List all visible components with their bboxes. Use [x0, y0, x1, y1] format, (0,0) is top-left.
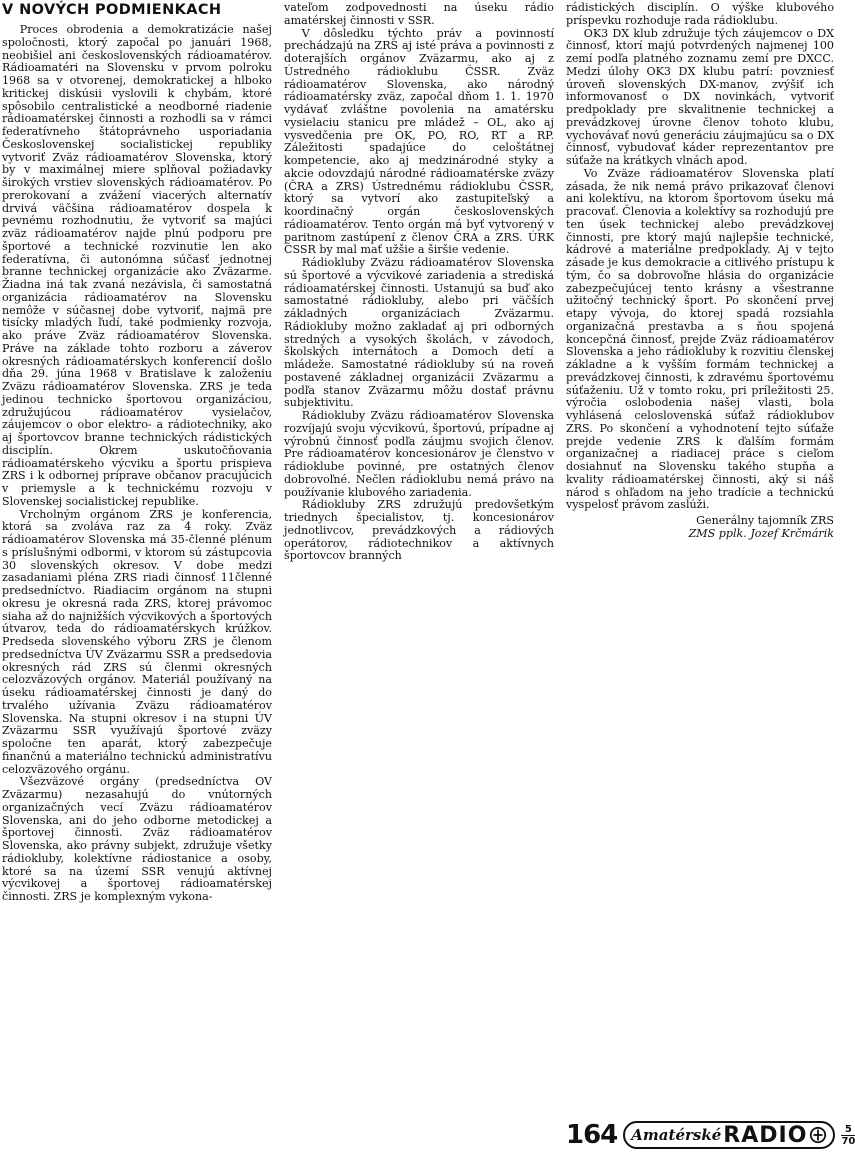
issue-marker: [841, 1124, 855, 1147]
paragraph: OK3 DX klub združuje tých záujemcov o DX činnosť, ktorí majú potvrdených najmenej 100 zemí podľa platného zoznamu zemí pre DXCC. Medzi úlohy OK3 DX klubu patrí: povzniesť úroveň slovenských DX-manov, zvýšiť ich informovanosť o DX novinkách, vytvoriť predpoklady pre skvalitnenie technickej a prevádzkovej úrovne členov tohoto klubu, vychovávať novú generáciu záujmajúcu sa o DX činnosť, vybudovať káder reprezentantov pre súťaže na krátkych vlnách apod.: [566, 26, 834, 167]
magazine-logo: [623, 1121, 835, 1149]
antenna-circle-icon: [809, 1126, 827, 1144]
paragraph: Rádiokluby Zväzu rádioamatérov Slovenska sú športové a výcvikové zariadenia a strediská rádioamatérskej činnosti. Ustanujú sa buď ako samostatné rádiokluby, alebo pri väčších základných organizáciach Zväzarmu. Rádiokluby možno zakladať aj pri odborných stredných a vysokých školách, v závodoch, školských internátoch a Domoch detí a mládeže. Samostatné rádiokluby sú na roveň postavené základnej organizácii Zväzarmu a podľa stanov Zväzarmu môžu dostať právnu subjektivitu.: [284, 256, 554, 410]
paragraph: V dôsledku týchto práv a povinností prechádzajú na ZRS aj isté práva a povinnosti z doterajších orgánov Zväzarmu, ako aj z Ústredného rádioklubu ČSSR. Zväz rádioamatérov Slovenska, ako národný rádioamatérsky zväz, započal dňom 1. 1. 1970 vydávať zvláštne povolenia na amatérsku vysielaciu stanicu pre mládež – OL, ako aj vysvedčenia pre OK, PO, RO, RT a RP. Záležitosti spadajúce do celoštátnej kompetencie, ako aj medzinárodné styky a akcie odovzdajú národné rádioamatérske zväzy (ČRA a ZRS) Ústrednému rádioklubu ČSSR, ktorý sa vytvorí ako zastupiteľský a koordinačný orgán československých rádioamatérov. Tento orgán má byť vytvorený v paritnom zastúpení z členov ČRA a ZRS. ÚRK ČSSR by mal mať užšie a širšie vedenie.: [284, 26, 554, 257]
column-2: [284, 2, 554, 563]
paragraph: Všezväzové orgány (predsedníctva OV Zväzarmu) nezasahujú do vnútorných organizačných vecí Zväzu rádioamatérov Slovenska, ani do jeho odborne metodickej a športovej činnosti. Zväz rádioamatérov Slovenska, ako právny subjekt, združuje všetky rádiokluby, kolektívne rádiostanice a osoby, ktoré sa na území SSR venujú aktívnej výcvikovej a športovej rádioamatérskej činnosti. ZRS je komplexným vykona-: [2, 775, 272, 903]
paragraph: Vrcholným orgánom ZRS je konferencia, ktorá sa zvoláva raz za 4 roky. Zväz rádioamatérov Slovenska má 35-členné plénum s príslušnými odbormi, v ktorom sú zástupcovia 30 slovenských okresov. V dobe medzi zasadaniami pléna ZRS riadi činnosť 11členné predsedníctvo. Riadiacim orgánom na stupni okresu je okresná rada ZRS, ktorej právomoc siaha až do najnižších výcvikových a športových útvarov, teda do rádioamatérskych krúžkov. Predseda slovenského výboru ZRS je členom predsedníctva ÚV Zväzarmu SSR a predsedovia okresných rád ZRS sú členmi okresných celozväzových orgánov. Materiál používaný na úseku rádioamatérskej činnosti je daný do trvalého užívania Zväzu rádioamatérov Slovenska. Na stupni okresov i na stupni ÚV Zväzarmu SSR využívajú športové zväzy spoločne ten aparát, ktorý zabezpečuje finančnú a materiálno technickú administratívu celozväzového orgánu.: [2, 507, 272, 776]
signature-name: ZMS pplk. Jozef Krčmárik: [688, 527, 834, 540]
signature: [566, 514, 834, 540]
paragraph: Proces obrodenia a demokratizácie našej spoločnosti, ktorý započal po januári 1968, neobišiel ani československých rádioamatérov. Rádioamatéri na Slovensku v prvom polroku 1968 sa v otvorenej, demokratickej a hlboko kritickej diskúsii vyslovili k chybám, ktoré spôsobilo centralistické a neodborné riadenie rádioamatérskej činnosti a rozhodli sa v rámci federatívneho štátoprávneho usporiadania Československej socialistickej republiky vytvoriť Zväz rádioamatérov Slovenska, ktorý by v maximálnej miere splňoval požiadavky širokých vrstiev slovenských rádioamatérov. Po prerokovaní a zvážení viacerých alternatív drvivá väčšina rádioamatérov dospela k pevnému rozhodnutiu, že vytvoriť sa majúci zväz rádioamatérov najde plnú podporu pre športové a technické rozvinutie len ako federatívna, či autonómna súčasť jednotnej branne technickej organizácie ako Zväzarme. Žiadna iná tak zvaná nezávisla, či samostatná organizácia rádioamatérov na Slovensku nemôže v súčasnej dobe vytvoriť, najmä pre tisícky mladých ľudí, také podmienky rozvoja, ako práve Zväz rádioamatérov Slovenska. Práve na základe tohto rozboru a záverov okresných rádioamatérskych konferencií došlo dňa 29. júna 1968 v Bratislave k založeniu Zväzu rádioamatérov Slovenska. ZRS je teda jedinou technicko športovou organizáciou, združujúcou rádioamatérov vysielačov, záujemcov o obor elektro- a rádiotechniky, ako aj športovcov branne technických rádistických disciplín. Okrem uskutočňovania rádioamatérskeho výcviku a športu prispieva ZRS i k odbornej príprave občanov pracujúcich v priemysle a k technickému rozvoju v Slovenskej socialistickej republike.: [2, 23, 272, 508]
paragraph: Rádiokluby ZRS združujú predovšetkým triednych špecialistov, tj. koncesionárov jednotlivcov, prevádzkových a rádiových operátorov, rádiotechnikov a aktívnych športovcov branných: [284, 498, 554, 563]
logo-word-radio: RADIO: [723, 1122, 808, 1148]
page-number: 164: [566, 1120, 618, 1150]
column-3: [566, 2, 834, 540]
page-footer: [566, 1118, 855, 1152]
paragraph: Vo Zväze rádioamatérov Slovenska platí zásada, že nik nemá právo prikazovať členovi ani kolektívu, na ktorom športovom úseku má pracovať. Členovia a kolektívy sa rozhodujú pre ten úsek technickej alebo prevádzkovej činnosti, pre ktorý majú najlepšie technické, kádrové a materiálne predpoklady. Aj v tejto zásade je kus demokracie a citlivého prístupu k tým, čo sa dobrovoľne hlásia do organizácie zabezpečujúcej tento krásny a všestranne užitočný technický šport. Po skončení prvej etapy vývoja, do ktorej spadá rozsiahla organizačná prestavba a s ňou spojená koncepčná činnosť, prejde Zväz rádioamatérov Slovenska a jeho rádiokluby k rozvitiu členskej základne a k vyšším formám technickej a prevádzkovej činnosti, k zdravému športovému súťaženiu. Už v tomto roku, pri príležitosti 25. výročia oslobodenia našej vlasti, bola vyhlásená celoslovenská súťaž rádioklubov ZRS. Po skončení a vyhodnotení tejto súťaže prejde vedenie ZRS k ďalším formám organizačnej a riadiacej práce s cieľom dosiahnuť na Slovensku takého stupňa a kvality rádioamatérskej činnosti, aký si náš národ s ohľadom na jeho tradície a technickú vyspelosť právom zaslúži.: [566, 166, 834, 512]
paragraph: vateľom zodpovednosti na úseku rádio amatérskej činnosti v SSR.: [284, 1, 554, 27]
article-title: V NOVÝCH PODMIENKACH: [2, 2, 222, 18]
issue-number: 5: [844, 1123, 852, 1135]
issue-year: 70: [841, 1135, 855, 1147]
signature-role: Generálny tajomník ZRS: [696, 514, 834, 527]
column-1: [2, 2, 272, 904]
paragraph: rádistických disciplín. O výške klubového príspevku rozhoduje rada rádioklubu.: [566, 1, 834, 27]
paragraph: Rádiokluby Zväzu rádioamatérov Slovenska rozvíjajú svoju výcvikovú, športovú, prípadne aj výrobnú činnosť podľa záujmu svojich členov. Pre rádioamatérov koncesionárov je členstvo v rádioklube povinné, pre ostatných členov dobrovoľné. Nečlen rádioklubu nemá právo na používanie klubového zariadenia.: [284, 409, 554, 499]
logo-word-amaterske: Amatérské: [631, 1126, 722, 1144]
